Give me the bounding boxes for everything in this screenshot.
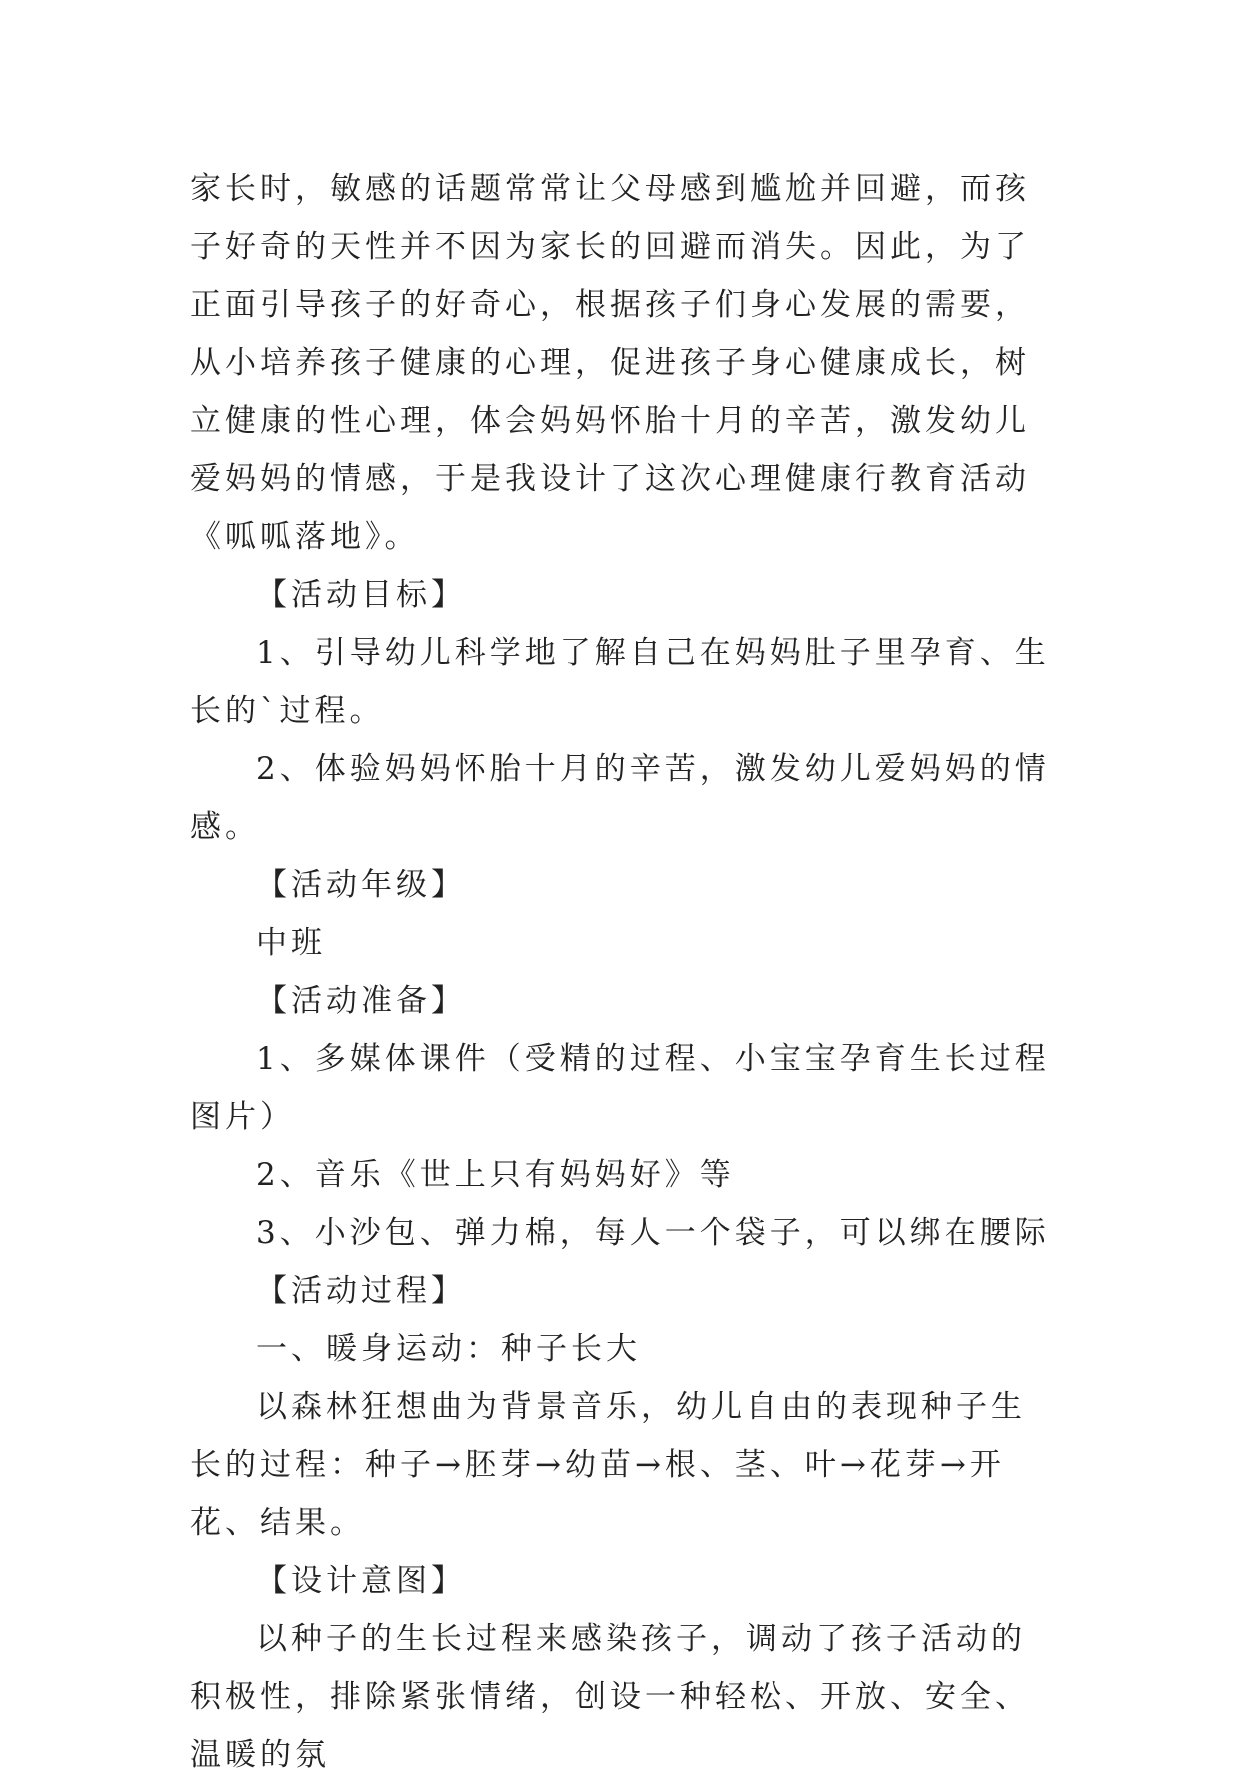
paragraph-intro: 家长时，敏感的话题常常让父母感到尴尬并回避，而孩子好奇的天性并不因为家长的回避而消失。因此，为了正面引导孩子的好奇心，根据孩子们身心发展的需要，从小培养孩子健康的心理，促进孩子身心健康成长，树立健康的性心理，体会妈妈怀胎十月的辛苦，激发幼儿爱妈妈的情感，于是我设计了这次心理健康行教育活动《呱呱落地》。 bbox=[190, 171, 1030, 555]
preparation-item-1: 1、多媒体课件（受精的过程、小宝宝孕育生长过程图片） bbox=[190, 1041, 1050, 1135]
goal-item-2: 2、体验妈妈怀胎十月的辛苦，激发幼儿爱妈妈的情感。 bbox=[190, 751, 1050, 845]
heading-activity-goals: 【活动目标】 bbox=[256, 577, 466, 613]
preparation-item-3: 3、小沙包、弹力棉，每人一个袋子，可以绑在腰际 bbox=[256, 1215, 1050, 1251]
heading-activity-grade: 【活动年级】 bbox=[256, 867, 466, 903]
heading-design-intent: 【设计意图】 bbox=[256, 1563, 466, 1599]
preparation-item-2: 2、音乐《世上只有妈妈好》等 bbox=[256, 1157, 735, 1193]
process-step-1-description: 以森林狂想曲为背景音乐，幼儿自由的表现种子生长的过程：种子→胚芽→幼苗→根、茎、叶→花芽→开花、结果。 bbox=[190, 1389, 1026, 1541]
grade-value: 中班 bbox=[256, 925, 326, 961]
process-step-1-title: 一、暖身运动：种子长大 bbox=[256, 1331, 641, 1367]
document-body bbox=[190, 160, 1050, 1784]
goal-item-1: 1、引导幼儿科学地了解自己在妈妈肚子里孕育、生长的`过程。 bbox=[190, 635, 1050, 729]
design-intent-text: 以种子的生长过程来感染孩子，调动了孩子活动的积极性，排除紧张情绪，创设一种轻松、开放、安全、温暖的氛 bbox=[190, 1621, 1030, 1773]
heading-activity-preparation: 【活动准备】 bbox=[256, 983, 466, 1019]
heading-activity-process: 【活动过程】 bbox=[256, 1273, 466, 1309]
